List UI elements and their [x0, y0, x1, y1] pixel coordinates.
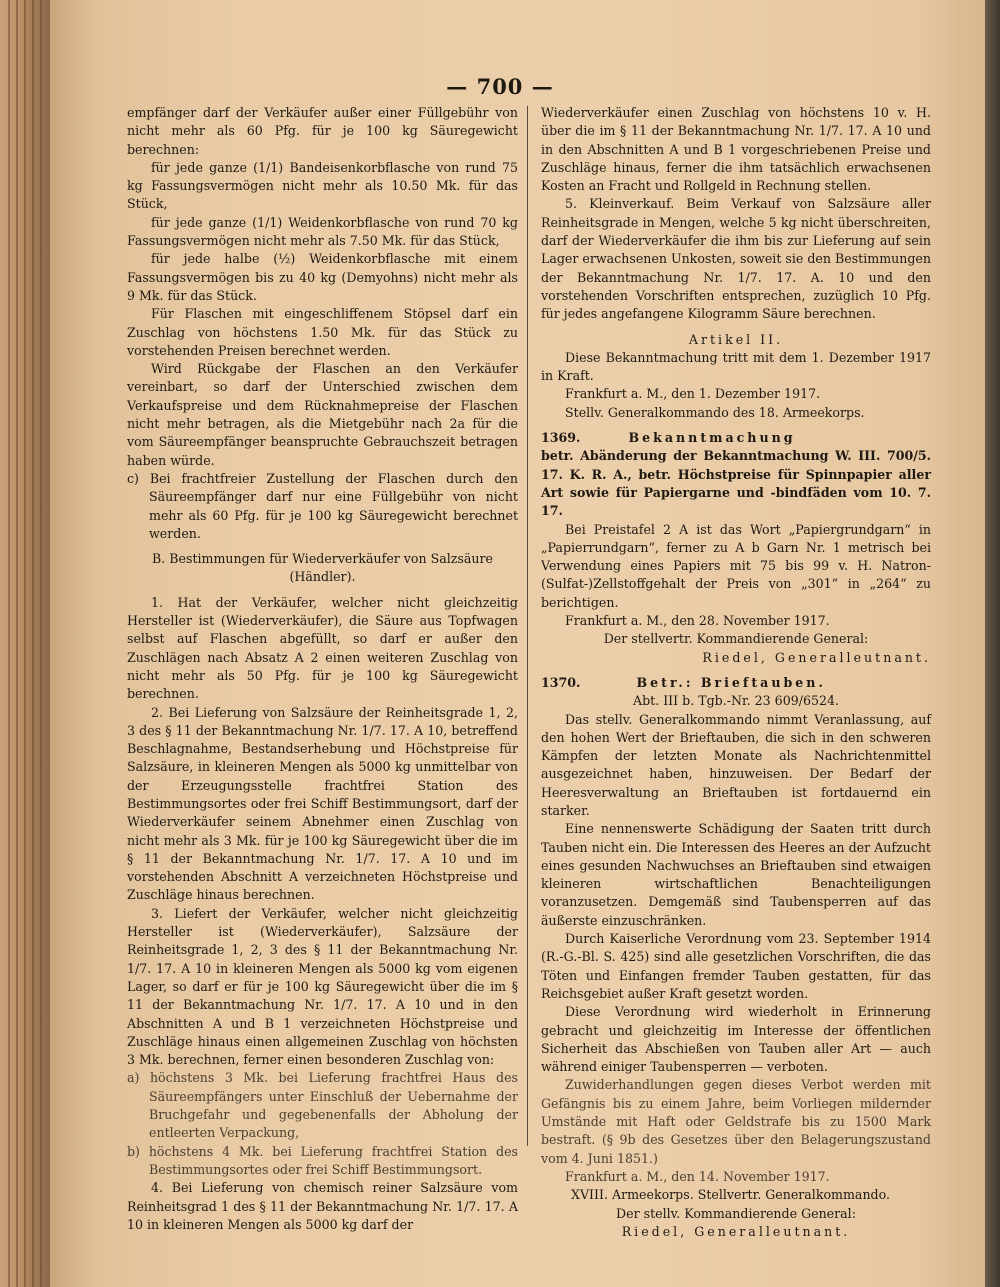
book-gutter [0, 0, 50, 1287]
notice-number: 1369. [541, 430, 581, 446]
column-divider [527, 106, 528, 1146]
signature-line: Der stellvertr. Kommandierende General: [603, 631, 869, 647]
paragraph: 1. Hat der Verkäufer, welcher nicht gleichzeitig Hersteller ist (Wiederverkäufer), die Säure aus Topfwagen selbst auf Flaschen abgefüllt, so darf er außer den Zuschlägen nach Absatz A 2 einen weiteren Zuschlag von nicht mehr als 50 Pfg. für je 100 kg Säuregewicht berechnen. [127, 594, 518, 702]
paragraph: für jede ganze (1/1) Bandeisenkorbflasche von rund 75 kg Fassungsvermögen nicht mehr als 10.50 Mk. für das Stück, [127, 159, 518, 212]
paragraph: 2. Bei Lieferung von Salzsäure der Reinheitsgrade 1, 2, 3 des § 11 der Bekanntmachung Nr. 1/7. 17. A 10, betreffend Beschlagnahme, Bestandserhebung und Höchstpreise für Salzsäure, in kleineren Mengen als 5000 kg unmittelbar von der Erzeugungsstelle frachtfrei Station des Bestimmungsortes oder frei Schiff Bestimmungsort, darf der Wiederverkäufer seinem Abnehmer einen Zuschlag von nicht mehr als 3 Mk. für je 100 kg Säuregewicht über die im § 11 der Bekanntmachung Nr. 1/7. 17. A 10 und im vorstehenden Abschnitt A verzeichneten Höchstpreise und Zuschläge hinaus berechnen. [127, 704, 518, 903]
paragraph: 4. Bei Lieferung von chemisch reiner Salzsäure vom Reinheitsgrad 1 des § 11 der Bekanntmachung Nr. 1/7. 17. A 10 in kleineren Mengen als 5000 kg darf der [127, 1180, 518, 1232]
reference-number: Abt. III b. Tgb.-Nr. 23 609/6524. [632, 693, 840, 709]
paragraph: Durch Kaiserliche Verordnung vom 23. September 1914 (R.-G.-Bl. S. 425) sind alle gesetzlichen Vorschriften, die das Töten und Einfangen fremder Tauben gestatten, für das Reichsgebiet außer Kraft gesetzt worden. [541, 931, 931, 1001]
notice-header [541, 429, 931, 447]
notice-header [541, 674, 931, 692]
paragraph: Frankfurt a. M., den 14. November 1917. [565, 1168, 830, 1184]
section-heading: Artikel II. [688, 331, 784, 347]
paragraph: Frankfurt a. M., den 28. November 1917. [565, 613, 830, 629]
paragraph: für jede ganze (1/1) Weidenkorbflasche von rund 70 kg Fassungsvermögen nicht mehr als 7.50 Mk. für das Stück, [127, 214, 518, 249]
signature-name: Riedel, Generalleutnant. [621, 1223, 851, 1239]
paragraph: Diese Verordnung wird wiederholt in Erinnerung gebracht und gleichzeitig im Interesse der öffentlichen Sicherheit das Abschießen von Tauben aller Art — auch während einiger Taubensperren — verboten. [541, 1004, 931, 1075]
signature-name: Riedel, Generalleutnant. [702, 649, 931, 665]
page-edge [985, 0, 1000, 1287]
right-column [541, 104, 931, 1241]
paragraph: Wiederverkäufer einen Zuschlag von höchstens 10 v. H. über die im § 11 der Bekanntmachung Nr. 1/7. 17. A 10 und in den Abschnitten A und B 1 vorgeschriebenen Preise und Zuschläge hinaus, ferner die ihm tatsächlich erwachsenen Kosten an Fracht und Rollgeld in Rechnung stellen. [541, 105, 931, 194]
paragraph: Diese Bekanntmachung tritt mit dem 1. Dezember 1917 in Kraft. [541, 349, 931, 384]
notice-title: Betr.: Brieftauben. [636, 674, 826, 690]
notice-subject: betr. Abänderung der Bekanntmachung W. III. 700/5. 17. K. R. A., betr. Höchstpreise für Spinnpapier aller Art sowie für Papiergarne und -bindfäden vom 10. 7. 17. [541, 448, 931, 519]
left-column [127, 104, 518, 1234]
paragraph: Das stellv. Generalkommando nimmt Veranlassung, auf den hohen Wert der Brieftauben, die sich in den schweren Kämpfen der letzten Monate als Nachrichtenmittel ausgezeichnet haben, hinzuweisen. Der Bedarf der Heeresverwaltung an Brieftauben ist fortdauernd ein starker. [541, 711, 931, 818]
notice-title: Bekanntmachung [628, 430, 796, 446]
paragraph: empfänger darf der Verkäufer außer einer Füllgebühr von nicht mehr als 60 Pfg. für je 100 kg Säuregewicht berechnen: [127, 105, 518, 157]
notice-number: 1370. [541, 674, 581, 690]
signature-line: Der stellv. Kommandierende General: [616, 1205, 856, 1221]
paragraph: b) höchstens 4 Mk. bei Lieferung frachtfrei Station des Bestimmungsortes oder frei Schiff Bestimmungsort. [127, 1143, 518, 1177]
paragraph: Wird Rückgabe der Flaschen an den Verkäufer vereinbart, so darf der Unterschied zwischen dem Verkaufspreise und dem Rücknahmepreise der Flaschen nicht mehr betragen, als die Mietgebühr nach 2a für die vom Säureempfänger beanspruchte Gebrauchszeit betragen haben würde. [127, 361, 518, 468]
paragraph: Frankfurt a. M., den 1. Dezember 1917. [565, 386, 821, 402]
paragraph: für jede halbe (½) Weidenkorbflasche mit einem Fassungsvermögen bis zu 40 kg (Demyohns) nicht mehr als 9 Mk. für das Stück. [127, 251, 518, 303]
page-number: — 700 — [446, 74, 554, 99]
paragraph: Bei Preistafel 2 A ist das Wort „Papiergrundgarn“ in „Papierrundgarn“, ferner zu A b Garn Nr. 1 metrisch bei Verwendung eines Papiers mit 75 bis 99 v. H. Natron-(Sulfat-)Zellstoffgehalt der Preis von „301“ in „264“ zu berichtigen. [541, 521, 931, 610]
paragraph: 3. Liefert der Verkäufer, welcher nicht gleichzeitig Hersteller ist (Wiederverkäufer), Salzsäure der Reinheitsgrade 1, 2, 3 des § 11 der Bekanntmachung Nr. 1/7. 17. A 10 in kleineren Mengen als 5000 kg vom eigenen Lager, so darf er für je 100 kg Säuregewicht über die im § 11 der Bekanntmachung Nr. 1/7. 17. A 10 und in den Abschnitten A und B 1 verzeichneten Höchstpreise und Zuschläge hinaus einen allgemeinen Zuschlag von höchsten 3 Mk. berechnen, ferner einen besonderen Zuschlag von: [127, 905, 518, 1068]
paragraph: Für Flaschen mit eingeschliffenem Stöpsel darf ein Zuschlag von höchstens 1.50 Mk. für das Stück zu vorstehenden Preisen berechnet werden. [127, 306, 518, 358]
paragraph: Eine nennenswerte Schädigung der Saaten tritt durch Tauben nicht ein. Die Interessen des Heeres an der Aufzucht eines gesunden Nachwuchses an Brieftauben sind etwaigen kleineren wirtschaftlichen Benachteiligungen voranzusetzen. Demgemäß sind Taubensperren auf das äußerste einzuschränken. [541, 821, 931, 928]
paragraph: a) höchstens 3 Mk. bei Lieferung frachtfrei Haus des Säureempfängers unter Einschluß der Uebernahme der Bruchgefahr und gegebenenfalls der Abholung der entleerten Verpackung, [127, 1070, 518, 1141]
section-heading: B. Bestimmungen für Wiederverkäufer von Salzsäure (Händler). [152, 551, 493, 585]
signature-line: XVIII. Armeekorps. Stellvertr. Generalkommando. [571, 1187, 890, 1203]
paragraph: Zuwiderhandlungen gegen dieses Verbot werden mit Gefängnis bis zu einem Jahre, beim Vorliegen mildernder Umstände mit Haft oder Geldstrafe bis zu 1500 Mark bestraft. (§ 9b des Gesetzes über den Belagerungszustand vom 4. Juni 1851.) [541, 1077, 931, 1166]
paragraph: 5. Kleinverkauf. Beim Verkauf von Salzsäure aller Reinheitsgrade in Mengen, welche 5 kg nicht überschreiten, darf der Wiederverkäufer die ihm bis zur Lieferung auf sein Lager erwachsenen Unkosten, soweit sie den Bestimmungen der Bekanntmachung Nr. 1/7. 17. A. 10 und den vorstehenden Vorschriften entsprechen, zuzüglich 10 Pfg. für jedes angefangene Kilogramm Säure berechnen. [541, 196, 931, 322]
paragraph: c) Bei frachtfreier Zustellung der Flaschen durch den Säureempfänger darf nur eine Füllgebühr von nicht mehr als 60 Pfg. für je 100 kg Säuregewicht berechnet werden. [127, 470, 518, 541]
paragraph: Stellv. Generalkommando des 18. Armeekorps. [565, 404, 865, 420]
